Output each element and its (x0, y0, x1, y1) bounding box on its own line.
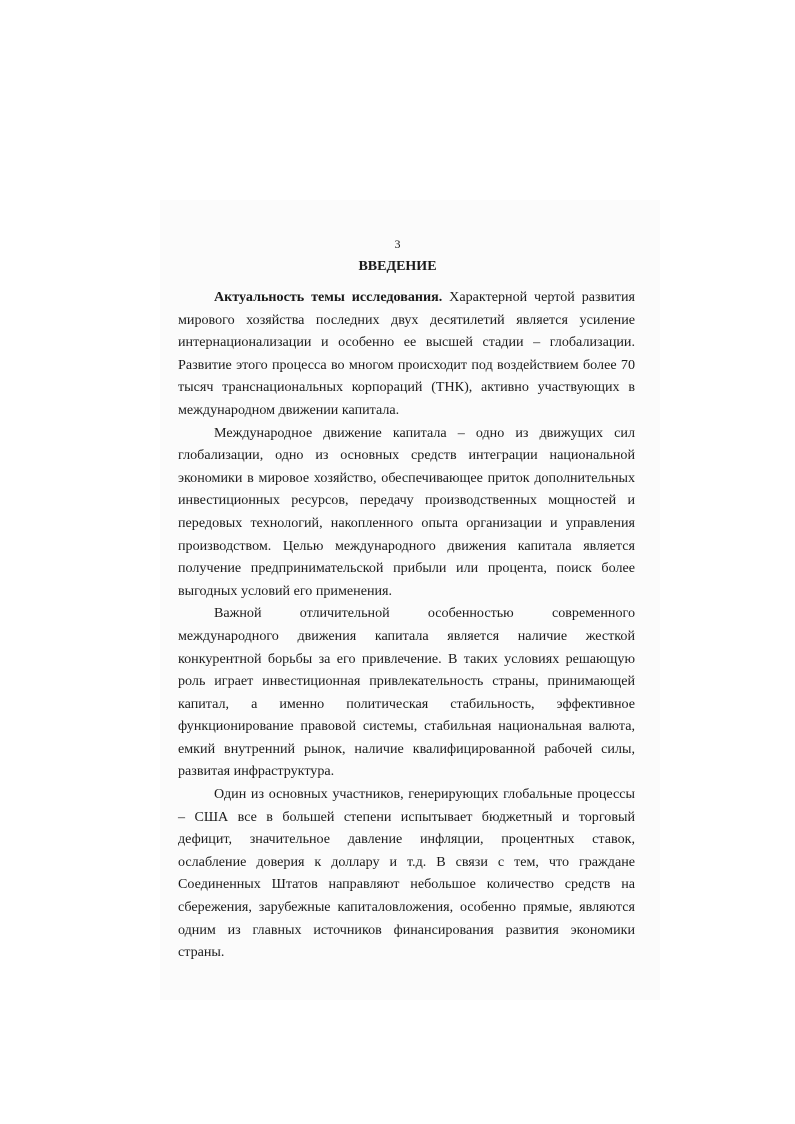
paragraph-text: Характерной чертой развития мирового хозяйства последних двух десятилетий является усиление интернационализации и особенно ее высшей стадии – глобализации. Развитие этого процесса во многом происходит под воздействием более 70 тысяч транснациональных корпораций (ТНК), активно участвующих в международном движении капитала. (178, 289, 635, 418)
paragraph-capital-movement (178, 422, 635, 603)
section-heading: ВВЕДЕНИЕ (358, 259, 437, 274)
paragraph-relevance (178, 286, 635, 422)
paragraph-text: Важной отличительной особенностью современного международного движения капитала является наличие жесткой конкурентной борьбы за его привлечение. В таких условиях решающую роль играет инвестиционная привлекательность страны, принимающей капитал, а именно политическая стабильность, эффективное функционирование правовой системы, стабильная национальная валюта, емкий внутренний рынок, наличие квалифицированной рабочей силы, развитая инфраструктура. (178, 605, 635, 780)
paragraph-text: Международное движение капитала – одно из движущих сил глобализации, одно из основных средств интеграции национальной экономики в мировое хозяйство, обеспечивающее приток дополнительных инвестиционных ресурсов, передачу производственных мощностей и передовых технологий, накопленного опыта организации и управления производством. Целью международного движения капитала является получение предпринимательской прибыли или процента, поиск более выгодных условий его применения. (178, 424, 635, 599)
paragraph-text: Один из основных участников, генерирующих глобальные процессы – США все в большей степени испытывает бюджетный и торговый дефицит, значительное давление инфляции, процентных ставок, ослабление доверия к доллару и т.д. В связи с тем, что граждане Соединенных Штатов направляют небольшое количество средств на сбережения, зарубежные капиталовложения, особенно прямые, являются одним из главных источников финансирования развития экономики страны. (178, 786, 635, 961)
body-text (178, 286, 635, 964)
paragraph-lead: Актуальность темы исследования. (214, 289, 443, 305)
page-number: 3 (394, 237, 401, 251)
paragraph-competition (178, 602, 635, 783)
paragraph-usa (178, 783, 635, 964)
